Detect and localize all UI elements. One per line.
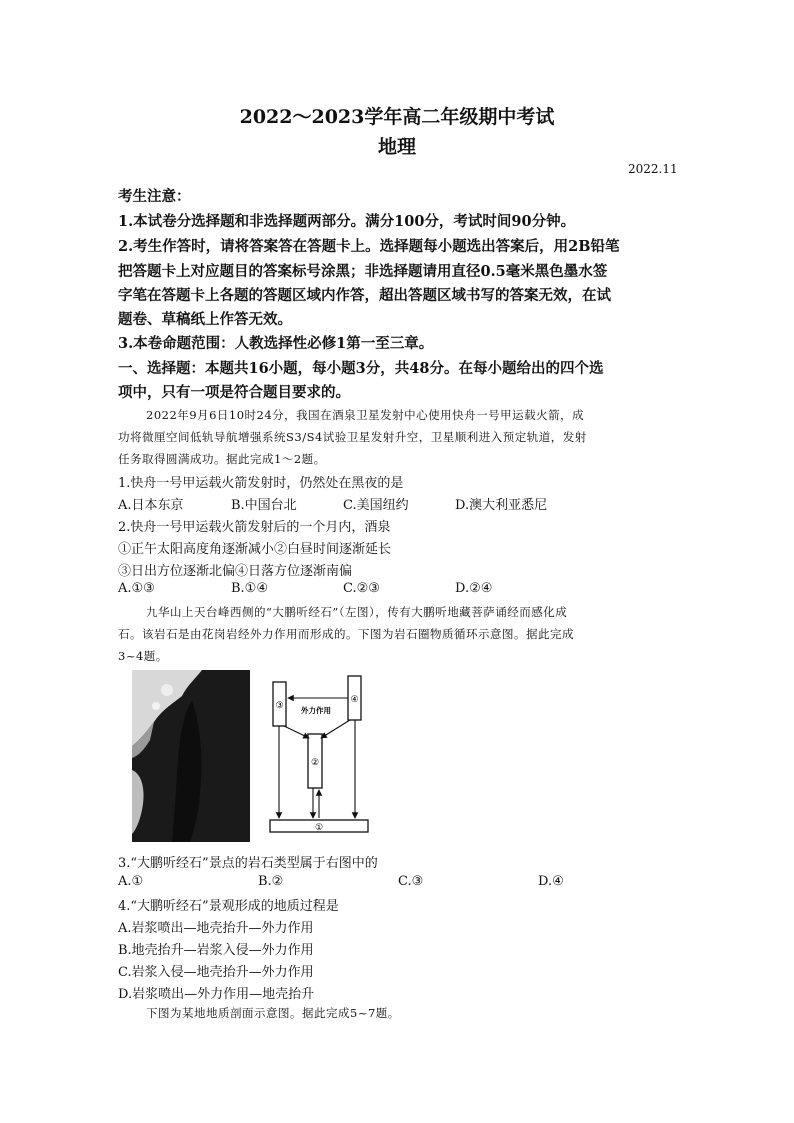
option-b[interactable]: B.地壳抬升—岩浆入侵—外力作用 — [118, 943, 314, 958]
section-heading: 一、选择题：本题共16小题，每小题3分，共48分。在每小题给出的四个选 — [118, 360, 604, 377]
rock-cycle-diagram — [268, 668, 372, 836]
question-stem: 4.“大鹏听经石”景观形成的地质过程是 — [118, 899, 339, 914]
option-c[interactable]: C.③ — [398, 874, 424, 889]
section-heading: 项中，只有一项是符合题目要求的。 — [118, 384, 350, 401]
arrow-label: 外力作用 — [301, 706, 331, 715]
passage-line: 下图为某地地质剖面示意图。据此完成5~7题。 — [146, 1006, 400, 1020]
option-d[interactable]: D.④ — [538, 874, 564, 889]
option-c[interactable]: C.美国纽约 — [343, 498, 409, 513]
question-stem: 2.快舟一号甲运载火箭发射后的一个月内，酒泉 — [118, 520, 391, 535]
option-c[interactable]: C.②③ — [343, 581, 380, 596]
notice-line: 3.本卷命题范围：人教选择性必修1第一至三章。 — [118, 335, 434, 352]
option-d[interactable]: D.②④ — [455, 581, 493, 596]
exam-title: 2022～2023学年高二年级期中考试 — [239, 106, 555, 128]
option-b[interactable]: B.①④ — [231, 581, 268, 596]
arrow-3-to-2 — [284, 726, 309, 738]
option-d[interactable]: D.澳大利亚悉尼 — [455, 498, 548, 513]
notice-line: 2.考生作答时，请将答案答在答题卡上。选择题每小题选出答案后，用2B铅笔 — [118, 238, 620, 255]
question-stem: 3.“大鹏听经石”景点的岩石类型属于右图中的 — [118, 856, 378, 871]
notice-line: 1.本试卷分选择题和非选择题两部分。满分100分，考试时间90分钟。 — [118, 213, 576, 230]
subject-title: 地理 — [377, 136, 416, 158]
label-4: ④ — [350, 695, 359, 705]
option-a[interactable]: A.① — [118, 874, 144, 889]
passage-line: 任务取得圆满成功。据此完成1～2题。 — [118, 452, 326, 466]
option-a[interactable]: A.①③ — [118, 581, 155, 596]
option-d[interactable]: D.岩浆喷出—外力作用—地壳抬升 — [118, 987, 315, 1002]
passage-line: 3~4题。 — [118, 649, 168, 663]
statement-line: ③日出方位逐渐北偏④日落方位逐渐南偏 — [118, 564, 353, 579]
label-1: ① — [314, 823, 324, 833]
option-b[interactable]: B.② — [258, 874, 284, 889]
statement-line: ①正午太阳高度角逐渐减小②白昼时间逐渐延长 — [118, 542, 392, 557]
notice-heading: 考生注意： — [118, 188, 191, 205]
passage-line: 功将微厘空间低轨导航增强系统S3/S4试验卫星发射升空，卫星顺利进入预定轨道，发射 — [118, 430, 587, 444]
notice-line: 把答题卡上对应题目的答案标号涂黑；非选择题请用直径0.5毫米黑色墨水签 — [118, 263, 608, 280]
notice-line: 字笔在答题卡上各题的答题区域内作答，超出答题区域书写的答案无效，在试 — [118, 287, 611, 304]
option-a[interactable]: A.岩浆喷出—地壳抬升—外力作用 — [118, 921, 314, 936]
label-3: ③ — [275, 701, 284, 711]
option-a[interactable]: A.日本东京 — [118, 498, 184, 513]
label-2: ② — [310, 758, 320, 768]
passage-line: 九华山上天台峰西侧的“大鹏听经石”（左图），传有大鹏听地藏菩萨诵经而感化成 — [146, 605, 568, 619]
exam-date: 2022.11 — [628, 162, 678, 176]
option-c[interactable]: C.岩浆入侵—地壳抬升—外力作用 — [118, 965, 314, 980]
notice-line: 题卷、草稿纸上作答无效。 — [118, 311, 292, 328]
passage-line: 2022年9月6日10时24分，我国在酒泉卫星发射中心使用快舟一号甲运载火箭，成 — [146, 408, 585, 422]
passage-line: 石。该岩石是由花岗岩经外力作用而形成的。下图为岩石圈物质循环示意图。据此完成 — [118, 627, 574, 641]
option-b[interactable]: B.中国台北 — [231, 498, 297, 513]
question-stem: 1.快舟一号甲运载火箭发射时，仍然处在黑夜的是 — [118, 476, 404, 491]
rock-photo — [132, 670, 250, 842]
arrow-4-to-2 — [321, 720, 350, 738]
